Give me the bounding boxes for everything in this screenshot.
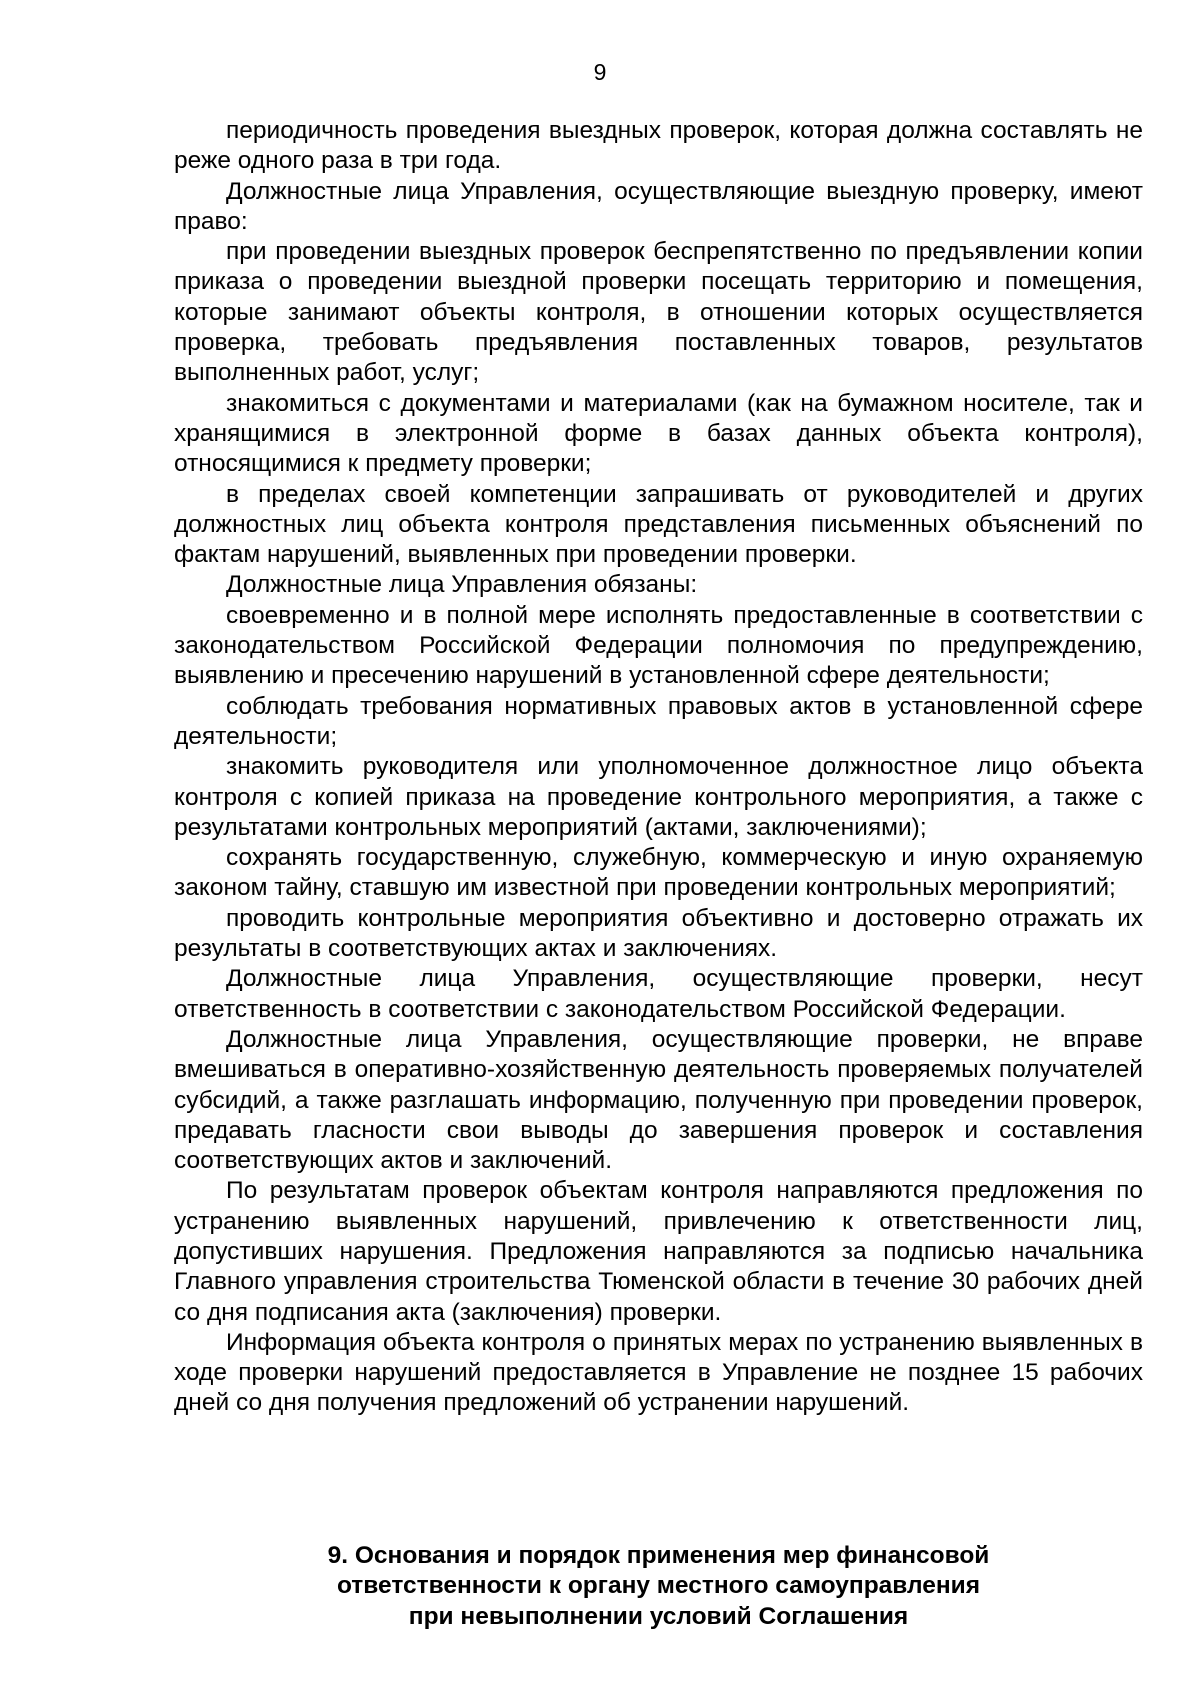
body-text: [174, 116, 1143, 1419]
page-number: 9: [593, 59, 607, 85]
section-heading-line: при невыполнении условий Соглашения: [408, 1602, 909, 1630]
section-heading: [174, 1541, 1143, 1632]
paragraph: Должностные лица Управления, осуществляющие выездную проверку, имеют право:: [174, 177, 1143, 235]
paragraph: По результатам проверок объектам контроля направляются предложения по устранению выявленных нарушений, привлечению к ответственности лиц, допустивших нарушения. Предложения направляются за подписью начальника Главного управления строительства Тюменской области в течение 30 рабочих дней со дня подписания акта (заключения) проверки.: [174, 1177, 1143, 1326]
paragraph: соблюдать требования нормативных правовых актов в установленной сфере деятельности;: [174, 692, 1143, 750]
paragraph: в пределах своей компетенции запрашивать от руководителей и других должностных лиц объекта контроля представления письменных объяснений по фактам нарушений, выявленных при проведении проверки.: [174, 480, 1143, 569]
paragraph: Информация объекта контроля о принятых мерах по устранению выявленных в ходе проверки нарушений предоставляется в Управление не позднее 15 рабочих дней со дня получения предложений об устранении нарушений.: [174, 1328, 1143, 1417]
paragraph: Должностные лица Управления обязаны:: [226, 571, 698, 599]
paragraph: Должностные лица Управления, осуществляющие проверки, несут ответственность в соответствии с законодательством Российской Федерации.: [174, 965, 1143, 1023]
paragraph: знакомить руководителя или уполномоченное должностное лицо объекта контроля с копией приказа на проведение контрольного мероприятия, а также с результатами контрольных мероприятий (актами, заключениями);: [174, 753, 1143, 841]
section-heading-line: ответственности к органу местного самоуправления: [336, 1572, 981, 1600]
paragraph: своевременно и в полной мере исполнять предоставленные в соответствии с законодательством Российской Федерации полномочия по предупреждению, выявлению и пресечению нарушений в установленной сфере деятельности;: [174, 601, 1143, 690]
paragraph: периодичность проведения выездных проверок, которая должна составлять не реже одного раза в три года.: [174, 117, 1143, 175]
paragraph: сохранять государственную, служебную, коммерческую и иную охраняемую законом тайну, ставшую им известной при проведении контрольных мероприятий;: [174, 844, 1143, 902]
paragraph: проводить контрольные мероприятия объективно и достоверно отражать их результаты в соответствующих актах и заключениях.: [174, 904, 1143, 963]
paragraph: знакомиться с документами и материалами (как на бумажном носителе, так и хранящимися в электронной форме в базах данных объекта контроля), относящимися к предмету проверки;: [174, 389, 1143, 478]
paragraph: Должностные лица Управления, осуществляющие проверки, не вправе вмешиваться в оперативно-хозяйственную деятельность проверяемых получателей субсидий, а также разглашать информацию, полученную при проведении проверок, предавать гласности свои выводы до завершения проверок и составления соответствующих актов и заключений.: [174, 1025, 1143, 1175]
section-heading-line: 9. Основания и порядок применения мер финансовой: [327, 1542, 990, 1569]
paragraph: при проведении выездных проверок беспрепятственно по предъявлении копии приказа о проведении выездной проверки посещать территорию и помещения, которые занимают объекты контроля, в отношении которых осуществляется проверка, требовать предъявления поставленных товаров, результатов выполненных работ, услуг;: [174, 238, 1143, 387]
